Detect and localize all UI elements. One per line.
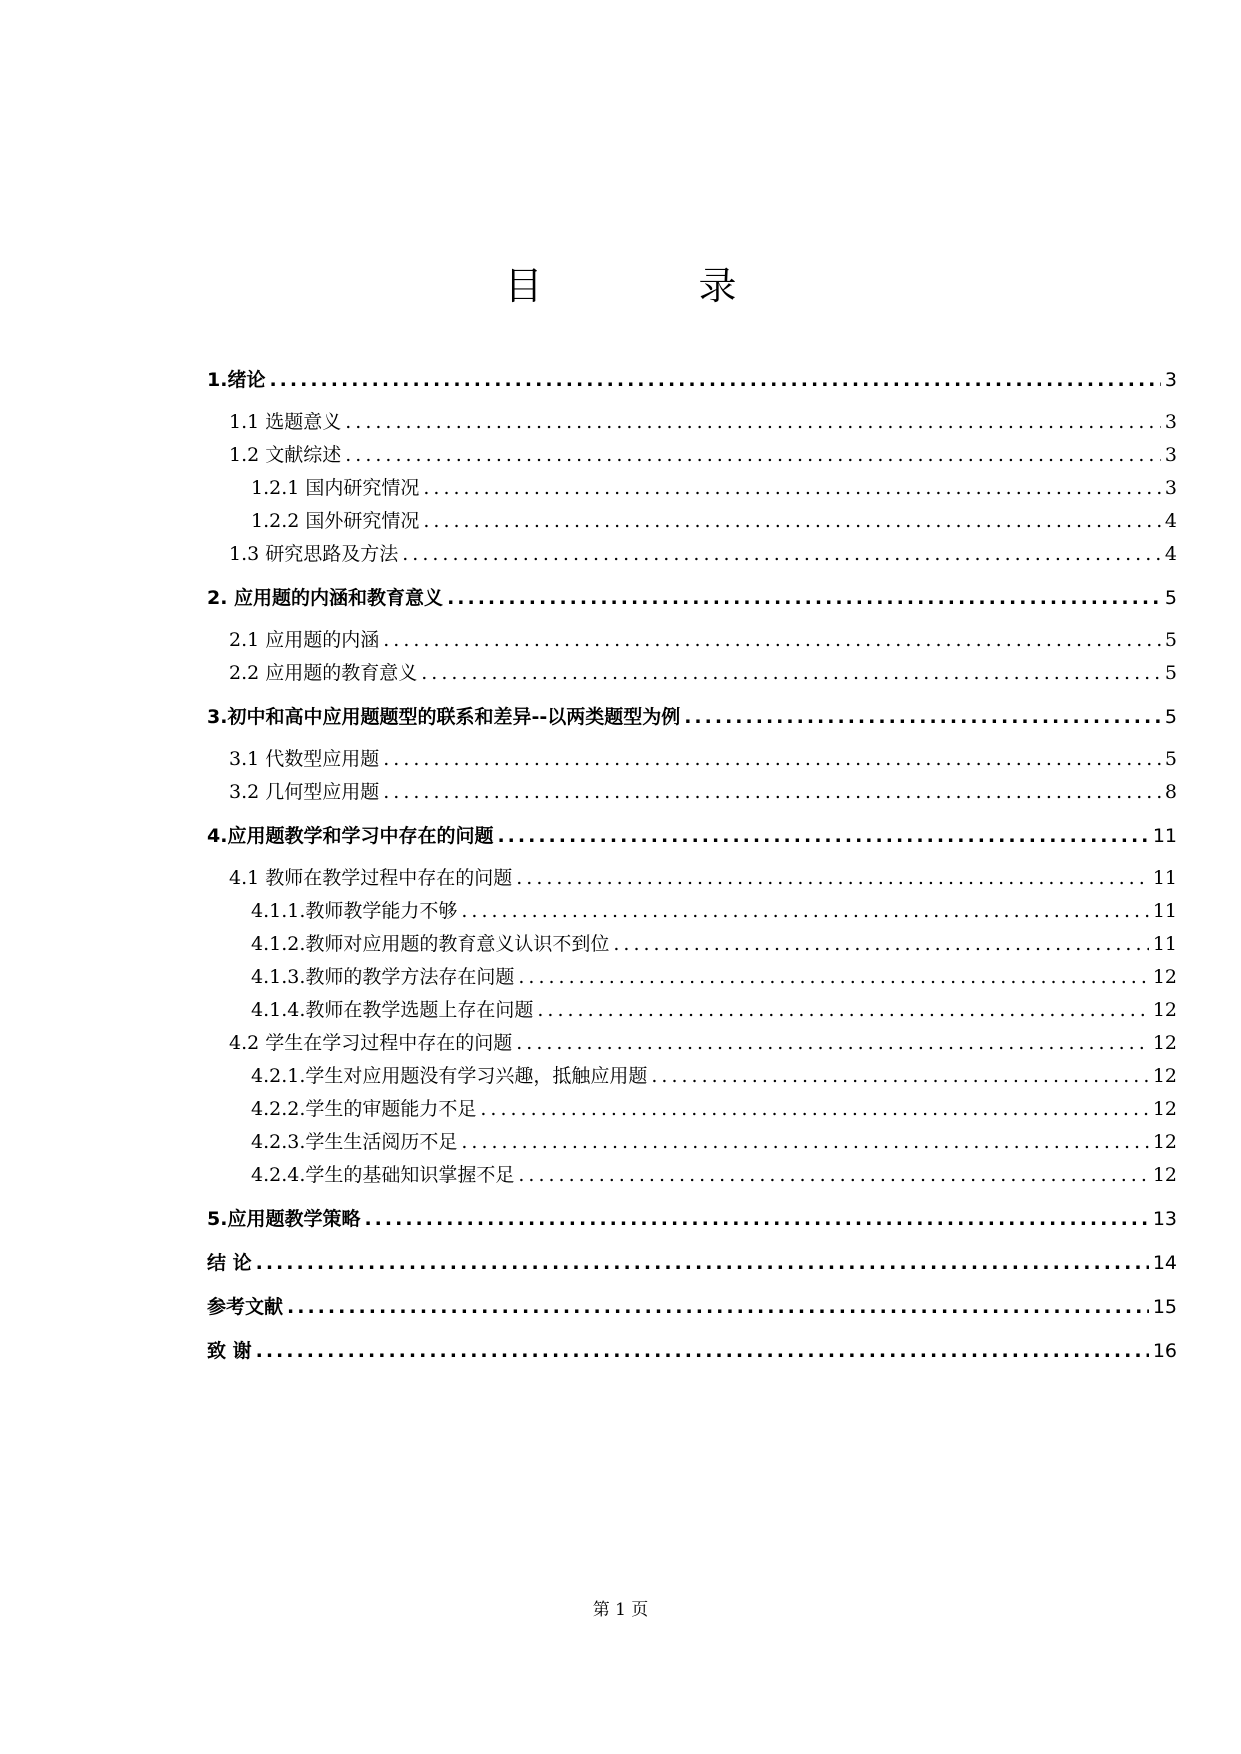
toc-dot-leader <box>516 1027 1149 1060</box>
toc-dot-leader <box>364 1203 1148 1236</box>
toc-dot-leader <box>684 701 1161 734</box>
toc-entry-page-number: 12 <box>1152 966 1177 988</box>
toc-dot-leader <box>497 820 1148 853</box>
toc-entry-page-number: 5 <box>1164 629 1177 651</box>
toc-entry-label: 结 论 <box>207 1252 252 1274</box>
page-footer: 第 1 页 <box>592 1600 649 1620</box>
toc-entry-page-number: 12 <box>1152 999 1177 1021</box>
toc-dot-leader <box>516 862 1149 895</box>
toc-entry-page-number: 3 <box>1164 369 1177 391</box>
toc-entry-page-number: 12 <box>1152 1164 1177 1186</box>
toc-entry-label: 1.绪论 <box>207 369 266 391</box>
toc-entry[interactable] <box>207 1159 1177 1192</box>
toc-entry[interactable] <box>207 743 1177 776</box>
toc-entry-page-number: 8 <box>1164 781 1177 803</box>
toc-entry-page-number: 16 <box>1152 1340 1177 1362</box>
toc-dot-leader <box>613 928 1148 961</box>
toc-entry-label: 4.1.4.教师在教学选题上存在问题 <box>251 999 534 1021</box>
toc-entry-label: 2.1 应用题的内涵 <box>229 629 380 651</box>
toc-entry[interactable] <box>207 820 1177 853</box>
toc-entry-label: 3.1 代数型应用题 <box>229 748 380 770</box>
toc-entry-label: 1.2.1 国内研究情况 <box>251 477 420 499</box>
toc-entry-label: 5.应用题教学策略 <box>207 1208 361 1230</box>
toc-dot-leader <box>345 439 1161 472</box>
toc-dot-leader <box>480 1093 1148 1126</box>
toc-dot-leader <box>518 1159 1148 1192</box>
toc-entry[interactable] <box>207 1126 1177 1159</box>
toc-dot-leader <box>345 406 1161 439</box>
toc-entry[interactable] <box>207 1027 1177 1060</box>
toc-entry-page-number: 3 <box>1164 477 1177 499</box>
toc-entry[interactable] <box>207 364 1177 397</box>
toc-entry-page-number: 12 <box>1152 1065 1177 1087</box>
toc-entry[interactable] <box>207 505 1177 538</box>
toc-dot-leader <box>383 624 1161 657</box>
toc-entry-label: 3.2 几何型应用题 <box>229 781 380 803</box>
toc-entry[interactable] <box>207 1093 1177 1126</box>
toc-entry-page-number: 5 <box>1164 706 1177 728</box>
toc-dot-leader <box>461 895 1148 928</box>
toc-entry[interactable] <box>207 1203 1177 1236</box>
toc-entry-page-number: 15 <box>1152 1296 1177 1318</box>
toc-entry-page-number: 13 <box>1152 1208 1177 1230</box>
toc-dot-leader <box>423 472 1161 505</box>
toc-entry-page-number: 5 <box>1164 662 1177 684</box>
toc-entry-page-number: 5 <box>1164 748 1177 770</box>
toc-dot-leader <box>651 1060 1148 1093</box>
toc-entry-label: 1.2.2 国外研究情况 <box>251 510 420 532</box>
toc-entry[interactable] <box>207 624 1177 657</box>
toc-entry-page-number: 4 <box>1164 510 1177 532</box>
toc-dot-leader <box>269 364 1160 397</box>
toc-dot-leader <box>402 538 1161 571</box>
toc-entry-label: 致 谢 <box>207 1340 252 1362</box>
toc-entry[interactable] <box>207 439 1177 472</box>
toc-entry[interactable] <box>207 895 1177 928</box>
toc-dot-leader <box>461 1126 1148 1159</box>
toc-entry-page-number: 11 <box>1152 825 1177 847</box>
toc-dot-leader <box>421 657 1161 690</box>
toc-entry[interactable] <box>207 1291 1177 1324</box>
toc-dot-leader <box>537 994 1148 1027</box>
toc-entry-label: 1.2 文献综述 <box>229 444 342 466</box>
toc-dot-leader <box>423 505 1161 538</box>
toc-entry-label: 4.2.4.学生的基础知识掌握不足 <box>251 1164 515 1186</box>
toc-dot-leader <box>256 1335 1149 1368</box>
toc-entry[interactable] <box>207 657 1177 690</box>
toc-entry-label: 4.2.1.学生对应用题没有学习兴趣，抵触应用题 <box>251 1065 648 1087</box>
toc-dot-leader <box>447 582 1161 615</box>
toc-entry[interactable] <box>207 538 1177 571</box>
toc-entry-page-number: 3 <box>1164 444 1177 466</box>
toc-entry-label: 1.1 选题意义 <box>229 411 342 433</box>
toc-entry[interactable] <box>207 582 1177 615</box>
toc-entry-label: 3.初中和高中应用题题型的联系和差异--以两类题型为例 <box>207 706 681 728</box>
toc-entry-page-number: 11 <box>1152 933 1177 955</box>
toc-entry[interactable] <box>207 1247 1177 1280</box>
toc-entry[interactable] <box>207 1060 1177 1093</box>
toc-entry-label: 4.1.3.教师的教学方法存在问题 <box>251 966 515 988</box>
toc-entry-page-number: 11 <box>1152 867 1177 889</box>
toc-entry[interactable] <box>207 1335 1177 1368</box>
toc-dot-leader <box>518 961 1148 994</box>
toc-entry[interactable] <box>207 701 1177 734</box>
toc-entry[interactable] <box>207 961 1177 994</box>
table-of-contents <box>207 353 1177 1368</box>
toc-dot-leader <box>256 1247 1149 1280</box>
toc-entry-label: 4.2 学生在学习过程中存在的问题 <box>229 1032 513 1054</box>
toc-entry-page-number: 5 <box>1164 587 1177 609</box>
toc-entry-label: 4.1.1.教师教学能力不够 <box>251 900 458 922</box>
toc-entry-page-number: 4 <box>1164 543 1177 565</box>
toc-entry-label: 4.2.2.学生的审题能力不足 <box>251 1098 477 1120</box>
toc-entry-page-number: 14 <box>1152 1252 1177 1274</box>
toc-entry-page-number: 3 <box>1164 411 1177 433</box>
toc-entry[interactable] <box>207 776 1177 809</box>
toc-entry-page-number: 12 <box>1152 1032 1177 1054</box>
toc-dot-leader <box>383 743 1161 776</box>
toc-dot-leader <box>383 776 1161 809</box>
toc-entry[interactable] <box>207 862 1177 895</box>
toc-entry-label: 2.2 应用题的教育意义 <box>229 662 418 684</box>
toc-entry-label: 4.1.2.教师对应用题的教育意义认识不到位 <box>251 933 610 955</box>
toc-entry-label: 4.1 教师在教学过程中存在的问题 <box>229 867 513 889</box>
toc-entry[interactable] <box>207 472 1177 505</box>
toc-entry-page-number: 11 <box>1152 900 1177 922</box>
toc-entry-label: 参考文献 <box>207 1296 284 1318</box>
toc-entry[interactable] <box>207 928 1177 961</box>
toc-entry-label: 4.2.3.学生生活阅历不足 <box>251 1131 458 1153</box>
toc-entry[interactable] <box>207 994 1177 1027</box>
page-title: 目 录 <box>504 264 809 308</box>
toc-entry-label: 4.应用题教学和学习中存在的问题 <box>207 825 494 847</box>
toc-entry-page-number: 12 <box>1152 1131 1177 1153</box>
toc-entry-page-number: 12 <box>1152 1098 1177 1120</box>
toc-entry[interactable] <box>207 406 1177 439</box>
toc-entry-label: 1.3 研究思路及方法 <box>229 543 399 565</box>
toc-entry-label: 2. 应用题的内涵和教育意义 <box>207 587 444 609</box>
toc-dot-leader <box>287 1291 1149 1324</box>
